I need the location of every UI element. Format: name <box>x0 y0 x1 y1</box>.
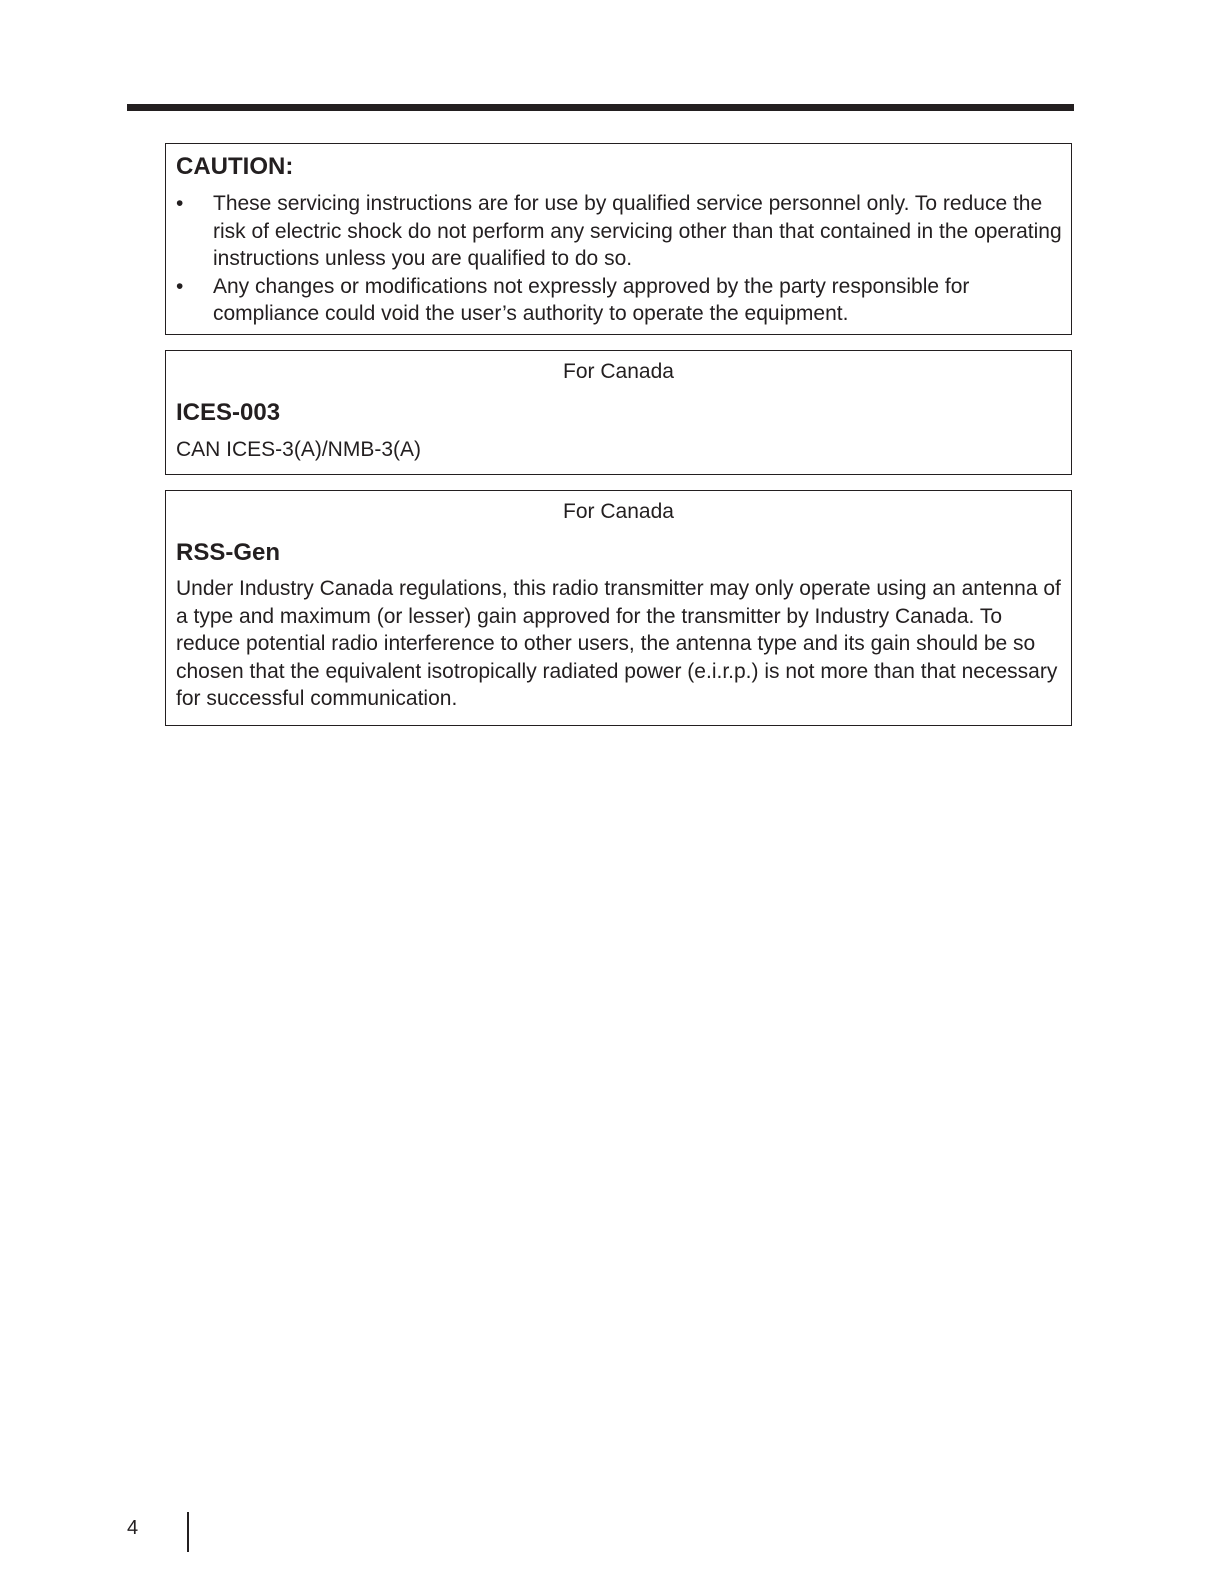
rss-box <box>165 490 1072 726</box>
caution-title: CAUTION: <box>176 153 294 180</box>
page-number: 4 <box>127 1517 139 1539</box>
rss-text: Under Industry Canada regulations, this radio transmitter may only operate using an antenna of a type and maximum (or lesser) gain approved for the transmitter by Industry Canada. To reduce potential radio interference to other users, the antenna type and its gain should be so chosen that the equivalent isotropically radiated power (e.i.r.p.) is not more than that necessary for successful communication. <box>176 577 1061 710</box>
caution-box <box>165 143 1072 335</box>
header-rule <box>127 104 1074 111</box>
rss-title: RSS-Gen <box>176 539 281 566</box>
bullet-icon: • <box>176 192 184 215</box>
ices-title: ICES-003 <box>176 399 281 426</box>
caution-list <box>166 190 1071 328</box>
caution-item <box>166 273 1071 328</box>
rss-region-label: For Canada <box>563 500 674 523</box>
ices-box <box>165 350 1072 475</box>
footer-rule <box>187 1512 189 1552</box>
ices-text: CAN ICES-3(A)/NMB-3(A) <box>176 438 422 461</box>
caution-item <box>166 190 1071 273</box>
caution-item-text: Any changes or modifications not expressly approved by the party responsible for compliance could void the user’s authority to operate the equipment. <box>213 274 970 325</box>
bullet-icon: • <box>176 274 184 298</box>
ices-region-label: For Canada <box>563 360 674 383</box>
caution-item-text: These servicing instructions are for use by qualified service personnel only. To reduce the risk of electric shock do not perform any servicing other than that contained in the operating instructions unless you are qualified to do so. <box>213 192 1062 270</box>
